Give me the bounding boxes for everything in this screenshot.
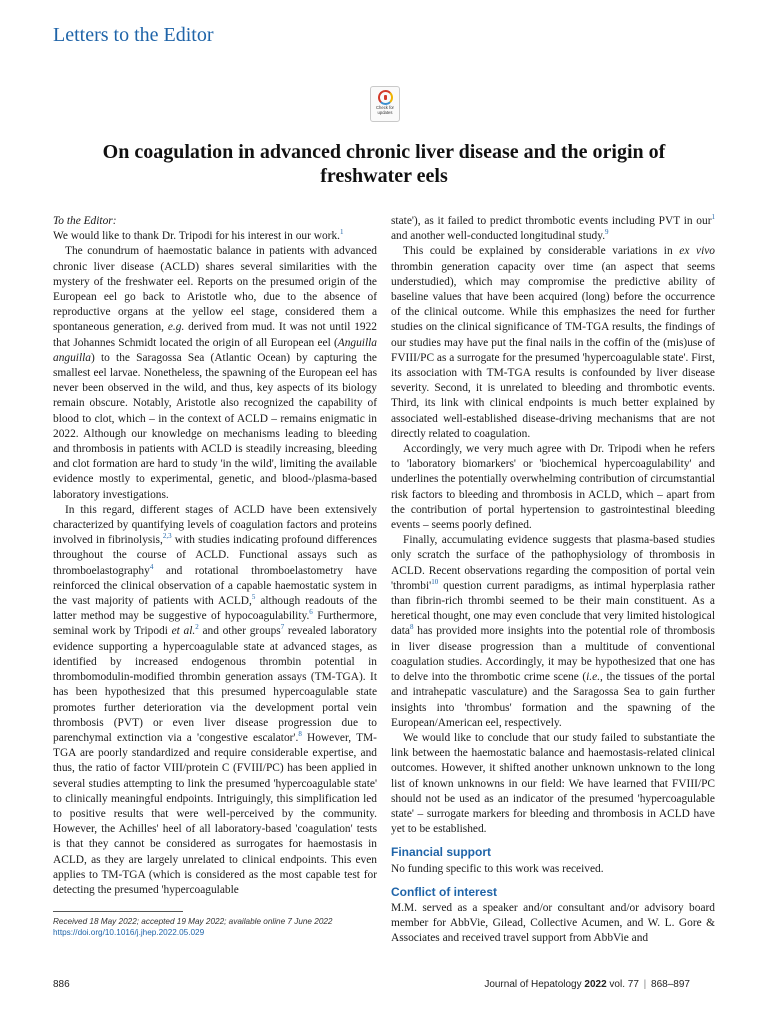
financial-support-heading: Financial support bbox=[391, 845, 492, 860]
salutation: To the Editor: bbox=[53, 215, 117, 227]
left-column bbox=[53, 214, 377, 898]
ref-link[interactable]: 8 bbox=[298, 730, 302, 739]
ref-link[interactable]: 7 bbox=[280, 623, 285, 632]
paragraph-2: The conundrum of haemostatic balance in patients with advanced chronic liver disease (ACLD) shares several similarities with the mystery of the freshwater eel. Reports on the presumed origin of the European eel go back to Aristotle who, due to the absence of reproductive organs at the yellow eel stage, considered them a spontaneous generation, e.g. derived from mud. It was not until 1922 that Johannes Schmidt located the origin of all European eel (Anguilla anguilla) to the Saragossa Sea (Atlantic Ocean) by capturing the smallest eel larvae. Nonetheless, the spawning of the European eel has never been observed in the wild, and thus, key aspects of its biology remain obscure. Notably, Aristotle also recognized the capability of blood to clot, which – in the context of ACLD – remains enigmatic in 2022. Although our knowledge on mechanisms leading to bleeding and thrombosis in patients with ACLD is steadily increasing, bleeding and clot formation are hard to study 'in the wild', limiting the available evidence mostly to experimental, genetic, and blood-/plasma-based laboratory investigations. bbox=[53, 245, 377, 501]
badge-label-line1: Check for bbox=[376, 105, 394, 110]
badge-label-line2: updates bbox=[377, 109, 393, 115]
title-line-1: On coagulation in advanced chronic liver disease and the origin of bbox=[102, 141, 666, 163]
ref-link[interactable]: 10 bbox=[431, 578, 439, 587]
received-dates: Received 18 May 2022; accepted 19 May 2022; available online 7 June 2022 bbox=[53, 917, 333, 926]
ref-link[interactable]: 1 bbox=[340, 228, 344, 237]
title-line-2: freshwater eels bbox=[320, 165, 448, 187]
paragraph-continued: state'), as it failed to predict thrombotic events including PVT in our$^1$ and another well-conducted longitudinal study.$^9$ bbox=[391, 213, 715, 243]
ref-link[interactable]: 2,3 bbox=[162, 532, 172, 541]
right-column bbox=[391, 214, 715, 947]
footnote-divider bbox=[53, 911, 183, 912]
article-footnote bbox=[53, 916, 383, 938]
page-number: 886 bbox=[53, 979, 70, 990]
paragraph-3: In this regard, different stages of ACLD have been extensively characterized by quantifying levels of coagulation factors and proteins involved in fibrinolysis,$^{2,3}$ with studies indicating profound differences throughout the course of ACLD. Functional assays such as thromboelastography$^4$ and rotational thromboelastometry have reinforced the clinical observation of a capable haemostatic system in the vast majority of patients with ACLD,$^5$ although readouts of the latter method may be suggestive of hypocoagulability.$^6$ Furthermore, seminal work by Tripodi et al.$^2$ and other groups$^7$ revealed laboratory evidence supporting a hypercoagulable state at advanced stages, as identified by increased endogenous thrombin potential in thrombomodulin-modified thrombin generation assays (TM-TGA). It has been hypothesized that this presumed hypercoagulable state promotes further deterioration via the development portal vein thrombosis (PVT) or even liver disease progression due to parenchymal extinction via a 'congestive escalator'.$^8$ However, TM-TGA are poorly standardized and require considerable expertise, and thus, the ratio of factor VIII/protein C (FVIII/PC) has been applied in several studies attempting to link the presumed 'hypercoagulable state' to clinically meaningful endpoints. Intriguingly, this simplification led to positive results that were well-perceived by the community. However, the Achilles' heel of all laboratory-based 'coagulation' tests is that they cannot be considered as surrogates for haemostasis in ACLD, as they are largely unrelated to clinical endpoints. This even applies to TM-TGA (which is considered as the most capable test for detecting the presumed 'hypercoagulable bbox=[53, 503, 378, 896]
paragraph-1: We would like to thank Dr. Tripodi for his interest in our work.$^1$ bbox=[53, 228, 344, 243]
ref-link[interactable]: 8 bbox=[409, 623, 414, 632]
article-title bbox=[40, 140, 728, 188]
journal-citation: Journal of Hepatology 2022 vol. 77 | 868–897 bbox=[484, 979, 690, 990]
check-for-updates-badge[interactable] bbox=[370, 86, 400, 122]
ref-link[interactable]: 5 bbox=[251, 593, 256, 602]
ref-link[interactable]: 9 bbox=[605, 228, 609, 237]
ref-link[interactable]: 6 bbox=[309, 608, 313, 617]
check-for-updates-icon bbox=[378, 90, 393, 105]
paragraph-7: We would like to conclude that our study failed to substantiate the link between the haemostatic balance and haemostasis-related clinical outcomes. However, it shifted another unknown unknown to the long list of known unknowns in our field: We have learned that FVIII/PC should not be used as an indicator of the presumed 'hypercoagulable state' – surrogate markers for bleeding and thrombosis in ACLD have yet to be established. bbox=[391, 731, 715, 836]
section-header: Letters to the Editor bbox=[53, 24, 214, 46]
conflict-of-interest-heading: Conflict of interest bbox=[391, 884, 498, 899]
paragraph-6: Finally, accumulating evidence suggests that plasma-based studies only scratch the surface of the pathophysiology of thrombosis in ACLD. Recent observations regarding the composition of portal vein '$thrombi'^{10}$ question current paradigms, as intimal hyperplasia rather than fibrin-rich thrombi seemed to be their main constituent. As a heretical thought, one may even conclude that very limited histological data$^8$ has provided more insights into the potential role of thrombosis in liver disease progression than a multitude of conventional coagulation studies. Accordingly, it may be hypothesized that one has to delve into the thrombotic crime scene (i.e., the tissues of the portal and intrahepatic vasculature) and the Saragossa Sea to gain further insights into 'thrombus' formation and the spawning of the European/American eel, respectively. bbox=[391, 534, 715, 729]
doi-link[interactable]: https://doi.org/10.1016/j.jhep.2022.05.029 bbox=[53, 928, 205, 937]
paragraph-5: Accordingly, we very much agree with Dr. Tripodi when he refers to 'laboratory biomarkers' or 'biochemical hypercoagulability' and underlines the potentially overwhelming contribution of circumstantial risk factors to bleeding and thrombosis in ACLD, which – apart from the contribution of portal hypertension to gastrointestinal bleeding events – seems poorly defined. bbox=[391, 443, 715, 532]
ref-link[interactable]: 2 bbox=[195, 623, 199, 632]
conflict-of-interest-text: M.M. served as a speaker and/or consultant and/or advisory board member for AbbVie, Gilead, Collective Acumen, and W. L. Gore & Associates and received travel support from AbbVie and bbox=[391, 901, 715, 945]
ref-link[interactable]: 4 bbox=[149, 562, 154, 571]
paragraph-4: This could be explained by considerable variations in ex vivo thrombin generation capacity over time (an aspect that seems understudied), which may compromise the predictive ability of baseline values that have been acquired (long) before the occurrence of the clinical outcome. While this emphasizes the need for further studies on the clinical significance of TM-TGA results, the findings of our studies may have put the final nails in the coffin of the (mis)use of FVIII/PC as a surrogate for the presumed 'hypercoagulable state'. First, its association with TM-TGA results is confounded by liver disease severity. Second, it is unrelated to bleeding and thrombotic events. Third, its link with clinical endpoints is much better explained by associated well-established disease-driving mechanisms that are not directly related to coagulation. bbox=[391, 245, 715, 440]
financial-support-text: No funding specific to this work was received. bbox=[391, 862, 604, 875]
ref-link[interactable]: 1 bbox=[711, 213, 715, 222]
